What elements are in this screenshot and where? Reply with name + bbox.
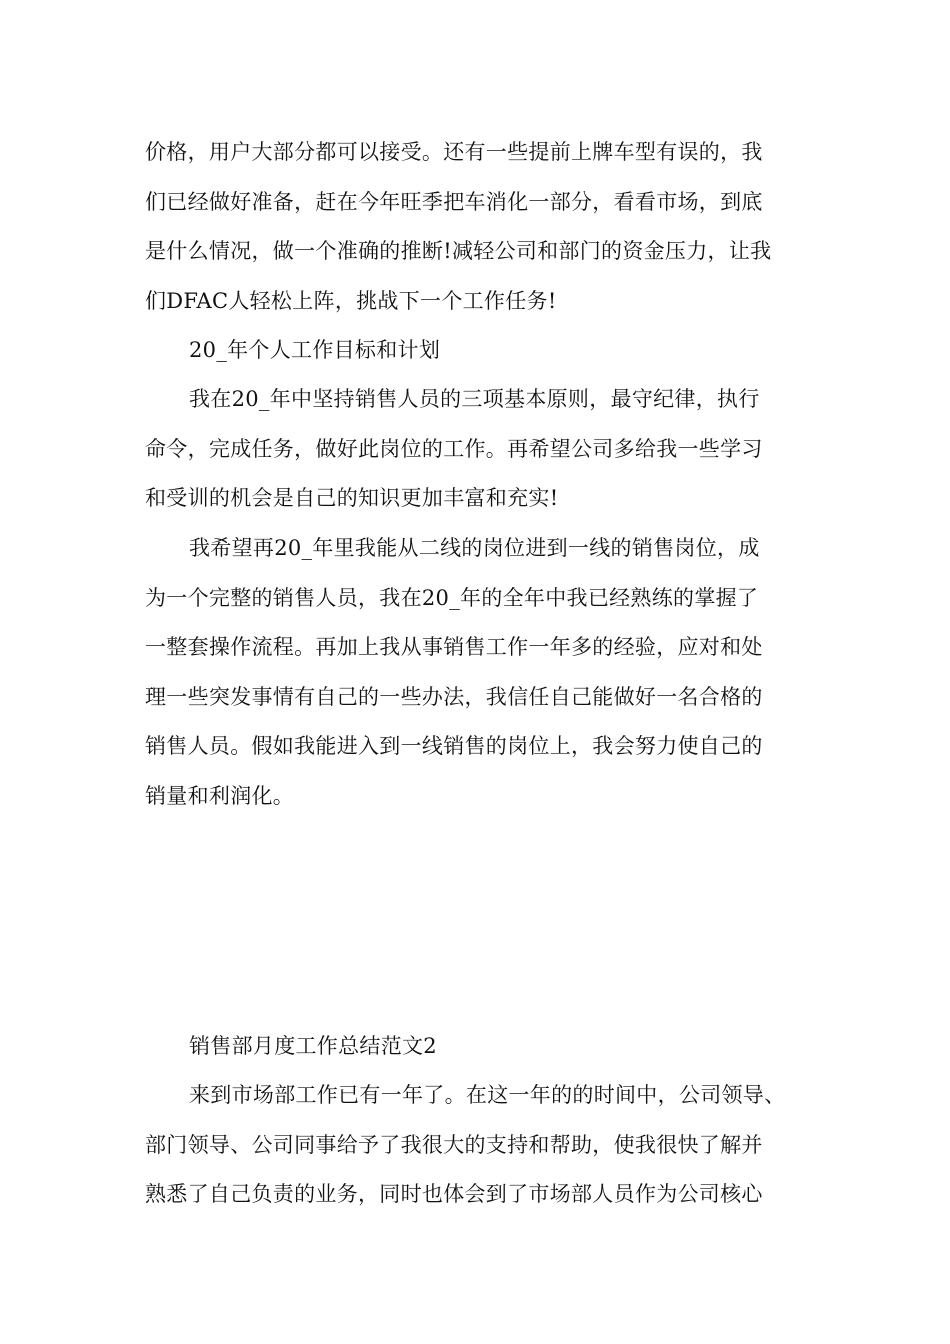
text-line: 命令，完成任务，做好此岗位的工作。再希望公司多给我一些学习 (145, 436, 763, 461)
text-line: 价格，用户大部分都可以接受。还有一些提前上牌车型有误的，我 (145, 140, 763, 164)
plan-heading-block (145, 326, 815, 376)
text-line: 一整套操作流程。再加上我从事销售工作一年多的经验，应对和处 (145, 635, 763, 659)
text-line: 销售人员。假如我能进入到一线销售的岗位上，我会努力使自己的 (145, 734, 763, 758)
section-heading: 销售部月度工作总结范文2 (189, 1034, 437, 1058)
text-line: 理一些突发事情有自己的一些办法，我信任自己能做好一名合格的 (145, 684, 763, 709)
plan-paragraph-1 (145, 375, 815, 524)
section2-paragraph (145, 1071, 815, 1220)
text-line: 部门领导、公司同事给予了我很大的支持和帮助，使我很快了解并 (145, 1132, 763, 1157)
top-paragraph (145, 128, 815, 326)
text-line: 们已经做好准备，赶在今年旺季把车消化一部分，看看市场，到底 (145, 189, 763, 214)
plan-paragraph-2 (145, 524, 815, 821)
text-line: 为一个完整的销售人员，我在20_年的全年中我已经熟练的掌握了 (145, 585, 759, 610)
text-line: 和受训的机会是自己的知识更加丰富和充实! (145, 486, 559, 510)
section2-heading-block (145, 1022, 815, 1072)
text-line: 熟悉了自己负责的业务，同时也体会到了市场部人员作为公司核心 (145, 1182, 763, 1206)
text-line: 我在20_年中坚持销售人员的三项基本原则，最守纪律，执行 (189, 387, 760, 411)
text-line: 销量和利润化。 (145, 783, 295, 808)
text-line: 是什么情况，做一个准确的推断!减轻公司和部门的资金压力，让我 (145, 239, 772, 263)
text-line: 我希望再20_年里我能从二线的岗位进到一线的销售岗位，成 (189, 536, 760, 560)
plan-heading: 20_年个人工作目标和计划 (189, 338, 441, 362)
text-line: 来到市场部工作已有一年了。在这一年的的时间中，公司领导、 (189, 1083, 786, 1107)
text-line: 们DFAC人轻松上阵，挑战下一个工作任务! (145, 288, 557, 313)
